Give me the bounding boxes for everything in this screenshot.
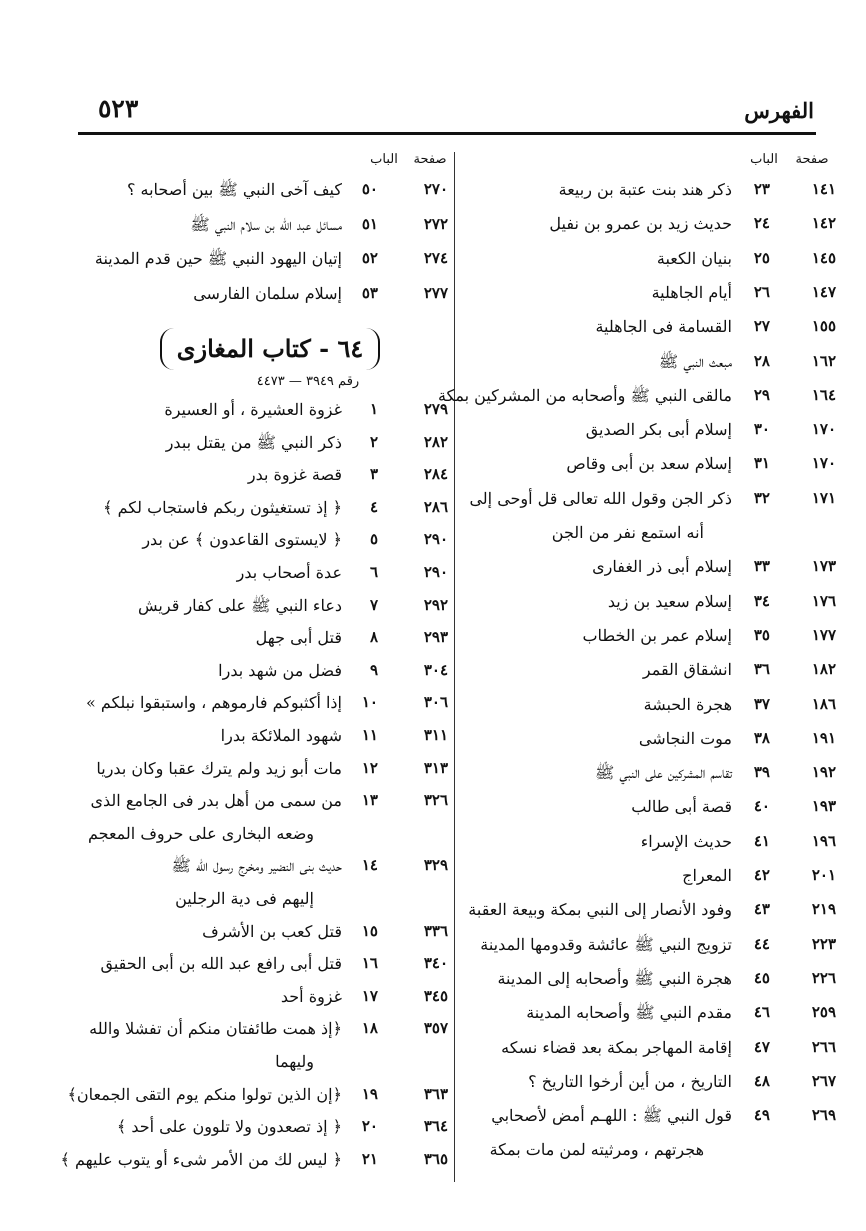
index-entry-title: مسائل عبد الله بن سلام النبي ﷺ — [190, 214, 342, 234]
index-page-number: ١٧٠ — [811, 420, 836, 439]
index-entry-title: من سمى من أهل بدر فى الجامع الذى — [90, 791, 342, 811]
index-page-number: ٢٥٩ — [811, 1003, 836, 1022]
index-entry-title: التاريخ ، من أين أرخوا التاريخ ؟ — [528, 1071, 732, 1091]
index-page-number: ٢٩٠ — [423, 530, 448, 549]
index-row-continuation — [0, 1052, 866, 1086]
index-entry-title: حديث بنى النضير ومخرج رسول الله ﷺ — [171, 856, 342, 876]
index-entry-title: غزوة العشيرة ، أو العسيرة — [164, 400, 342, 419]
index-page-number: ٢٨٤ — [423, 465, 448, 484]
index-page-number: ٣٠٦ — [423, 693, 448, 712]
index-page-number: ١٧٣ — [811, 557, 836, 576]
index-row — [0, 856, 866, 890]
index-page-number: ١٨٢ — [811, 660, 836, 679]
index-page-number: ١٤٢ — [811, 214, 836, 233]
index-page-number: ١٨٦ — [811, 694, 836, 713]
index-entry-title: إسلام عمر بن الخطاب — [582, 625, 732, 645]
index-chapter-number: ٢٠ — [361, 1117, 378, 1136]
index-entry-title: دعاء النبي ﷺ على كفار قريش — [138, 595, 342, 615]
index-page-number: ١٩٢ — [811, 763, 836, 782]
index-entry-title: أنه استمع نفر من الجن — [551, 523, 704, 542]
index-entry-title: مات أبو زيد ولم يترك عقبا وكان بدريا — [96, 758, 342, 778]
index-chapter-number: ١٠ — [361, 693, 378, 712]
index-chapter-number: ٢٤ — [753, 214, 770, 233]
index-chapter-number: ١٩ — [361, 1084, 378, 1103]
index-page-number: ٣١١ — [423, 726, 448, 744]
index-page-number: ١٦٤ — [811, 385, 836, 404]
index-entry-title: وضعه البخارى على حروف المعجم — [87, 823, 314, 843]
index-entry-title: ﴿إذ همت طائفتان منكم أن تفشلا والله — [89, 1019, 342, 1039]
index-chapter-number: ٢٦ — [753, 282, 770, 301]
index-chapter-number: ١٦ — [361, 954, 378, 973]
book-range: رقم ٣٩٤٩ — ٤٤٧٣ — [256, 374, 360, 389]
index-row — [0, 465, 866, 499]
index-chapter-number: ٣٠ — [753, 420, 770, 439]
index-chapter-number: ٤٩ — [753, 1106, 770, 1125]
index-row — [0, 922, 866, 956]
index-entry-title: موت النجاشى — [638, 728, 732, 748]
index-chapter-number: ٢٥ — [753, 248, 770, 267]
index-page-number: ٢٦٧ — [811, 1071, 836, 1090]
index-chapter-number: ١٨ — [361, 1019, 378, 1038]
index-entry-title: هجرة الحبشة — [643, 694, 732, 714]
index-page-number: ١٧٦ — [811, 591, 836, 610]
index-chapter-number: ٤٧ — [753, 1037, 770, 1056]
index-page-number: ١٧٧ — [811, 625, 836, 644]
index-entry-title: المعراج — [682, 866, 732, 885]
index-page-number: ٢٧٠ — [423, 180, 448, 198]
right-col-page-header: صفحة — [795, 152, 829, 167]
index-entry-title: أيام الجاهلية — [651, 282, 732, 302]
index-chapter-number: ٨ — [369, 628, 378, 647]
index-chapter-number: ٣ — [369, 465, 378, 484]
index-page-number: ٢٧٤ — [423, 249, 448, 267]
index-page-number: ٣٣٦ — [423, 921, 448, 940]
index-page-number: ٢٨٢ — [423, 432, 448, 451]
index-row — [0, 498, 866, 532]
index-chapter-number: ١٥ — [361, 921, 378, 940]
index-entry-title: تقاسم المشركين على النبي ﷺ — [594, 763, 732, 783]
index-row — [0, 352, 866, 386]
index-page-number: ٢٦٦ — [811, 1037, 836, 1056]
index-chapter-number: ٩ — [369, 660, 378, 679]
index-chapter-number: ٧ — [369, 595, 378, 614]
index-row — [0, 1117, 866, 1151]
index-entry-title: إسلام أبى ذر الغفارى — [592, 557, 732, 577]
index-row — [0, 1150, 866, 1184]
index-chapter-number: ١١ — [361, 726, 378, 744]
index-chapter-number: ٥٢ — [361, 249, 378, 267]
index-entry-title: ﴿ إذ تصعدون ولا تلوون على أحد ﴾ — [116, 1117, 342, 1137]
left-col-page-header: صفحة — [413, 152, 447, 167]
page-number: ٥٢٣ — [98, 94, 139, 123]
index-row — [0, 215, 866, 249]
index-chapter-number: ٢٩ — [753, 385, 770, 404]
index-entry-title: ﴿إن الذين تولوا منكم يوم التقى الجمعان﴾ — [67, 1084, 342, 1104]
header-rule — [78, 132, 816, 135]
index-row — [0, 1019, 866, 1053]
index-page-number: ٣٠٤ — [423, 660, 448, 679]
index-entry-title: مبعث النبي ﷺ — [658, 351, 732, 371]
index-chapter-number: ٣٧ — [753, 694, 770, 713]
index-chapter-number: ٤٢ — [753, 866, 770, 884]
index-entry-title: هجرة النبي ﷺ وأصحابه إلى المدينة — [497, 968, 732, 988]
index-row — [0, 530, 866, 564]
index-chapter-number: ٣٦ — [753, 660, 770, 679]
index-page-number: ١٤١ — [811, 180, 836, 198]
index-entry-title: هجرتهم ، ومرثيته لمن مات بمكة — [489, 1140, 704, 1160]
index-row — [0, 726, 866, 760]
index-page-number: ٣٦٥ — [423, 1149, 448, 1168]
index-entry-title: عدة أصحاب بدر — [236, 563, 342, 582]
index-row — [0, 249, 866, 283]
index-chapter-number: ٤٤ — [753, 934, 770, 953]
index-chapter-number: ٤٠ — [753, 797, 770, 816]
index-row — [0, 661, 866, 695]
index-row — [0, 791, 866, 825]
index-chapter-number: ٤٦ — [753, 1003, 770, 1022]
index-page-number: ٢١٩ — [811, 900, 836, 919]
index-row — [0, 759, 866, 793]
index-page-number: ٣٥٧ — [423, 1019, 448, 1038]
index-entry-title: شهود الملائكة بدرا — [220, 726, 342, 745]
index-entry-title: إتيان اليهود النبي ﷺ حين قدم المدينة — [94, 249, 342, 268]
index-entry-title: إسلام سلمان الفارسى — [193, 283, 342, 303]
index-page-number: ٢٧٧ — [423, 283, 448, 302]
index-page-number: ٢٧٩ — [423, 400, 448, 418]
index-chapter-number: ٤٥ — [753, 968, 770, 987]
index-entry-title: إذا أكثبوكم فارموهم ، واستبقوا نبلكم » — [85, 693, 342, 713]
index-entry-title: قتل أبى رافع عبد الله بن أبى الحقيق — [100, 954, 342, 974]
index-entry-title: قتل كعب بن الأشرف — [202, 921, 342, 941]
index-entry-title: إسلام سعد بن أبى وقاص — [566, 454, 732, 474]
index-chapter-number: ٦ — [369, 563, 378, 581]
index-page-number: ١٩٦ — [811, 831, 836, 850]
index-chapter-number: ٥٣ — [361, 283, 378, 302]
index-entry-title: غزوة أحد — [280, 986, 342, 1006]
index-page-number: ٣٦٣ — [423, 1084, 448, 1103]
index-entry-title: قصة غزوة بدر — [247, 465, 342, 485]
index-entry-title: إليهم فى دية الرجلين — [175, 889, 314, 908]
index-page-number: ١٦٢ — [811, 351, 836, 370]
index-page-number: ٢٨٦ — [423, 497, 448, 516]
index-chapter-number: ٥ — [369, 530, 378, 549]
index-page-number: ٣٤٠ — [423, 954, 448, 973]
index-entry-title: ﴿ ليس لك من الأمر شىء أو يتوب عليهم ﴾ — [60, 1149, 342, 1169]
index-chapter-number: ٣٩ — [753, 763, 770, 782]
index-page-number: ٣٦٤ — [423, 1117, 448, 1136]
index-page-number: ٢٩٣ — [423, 628, 448, 647]
index-page-number: ١٩٣ — [811, 797, 836, 816]
index-page-number: ٢٠١ — [811, 866, 836, 884]
index-entry-title: القسامة فى الجاهلية — [595, 317, 732, 337]
index-chapter-number: ١ — [369, 400, 378, 418]
index-page-number: ١٩١ — [811, 728, 836, 747]
index-chapter-number: ٢٧ — [753, 317, 770, 336]
index-chapter-number: ٢١ — [361, 1149, 378, 1168]
index-entry-title: إسلام سعيد بن زيد — [607, 591, 732, 611]
index-entry-title: قصة أبى طالب — [631, 797, 732, 817]
index-row — [0, 284, 866, 318]
index-entry-title: وفود الأنصار إلى النبي بمكة وبيعة العقبة — [468, 900, 732, 920]
index-page-number: ١٧٠ — [811, 454, 836, 473]
index-chapter-number: ٣١ — [753, 454, 770, 473]
index-entry-title: مقدم النبي ﷺ وأصحابه المدينة — [526, 1003, 732, 1023]
index-row — [0, 693, 866, 727]
index-row — [0, 625, 866, 662]
index-chapter-number: ٢ — [369, 432, 378, 451]
index-page-number: ٢٩٠ — [423, 563, 448, 581]
index-page-number: ١٤٧ — [811, 282, 836, 301]
index-chapter-number: ٥٠ — [361, 180, 378, 198]
index-page-number: ٣٢٦ — [423, 791, 448, 810]
index-entry-title: حديث زيد بن عمرو بن نفيل — [549, 214, 732, 234]
index-page-number: ٢٩٢ — [423, 595, 448, 614]
index-page-number: ٣٢٩ — [423, 856, 448, 875]
index-page-number: ١٥٥ — [811, 317, 836, 336]
index-row — [0, 596, 866, 630]
index-row-continuation — [0, 824, 866, 858]
index-page-number: ٢٢٦ — [811, 968, 836, 987]
index-chapter-number: ١٣ — [361, 791, 378, 810]
index-row — [0, 180, 866, 214]
right-col-chapter-header: الباب — [750, 152, 778, 167]
index-entry-title: ذكر هند بنت عتبة بن ربيعة — [558, 180, 732, 199]
index-chapter-number: ٣٥ — [753, 625, 770, 644]
index-entry-title: قتل أبى جهل — [255, 628, 342, 648]
index-chapter-number: ١٧ — [361, 986, 378, 1005]
index-row — [0, 563, 866, 597]
index-page-number: ٣١٣ — [423, 758, 448, 777]
index-chapter-number: ٢٣ — [753, 180, 770, 198]
index-chapter-number: ٣٣ — [753, 557, 770, 576]
index-chapter-number: ١٢ — [361, 758, 378, 777]
index-entry-title: ﴿ إذ تستغيثون ربكم فاستجاب لكم ﴾ — [103, 497, 342, 517]
index-row-continuation — [0, 889, 866, 923]
book-title: ٦٤ - كتاب المغازى — [160, 328, 380, 370]
index-row — [0, 1085, 866, 1119]
index-entry-title: حديث الإسراء — [640, 831, 732, 851]
index-row — [0, 954, 866, 988]
index-chapter-number: ٤١ — [753, 831, 770, 850]
index-page-number: ١٧١ — [811, 488, 836, 507]
index-entry-title: وليهما — [275, 1052, 314, 1071]
index-entry-title: انشقاق القمر — [642, 660, 732, 680]
index-chapter-number: ٤٨ — [753, 1071, 770, 1090]
index-chapter-number: ٤٣ — [753, 900, 770, 919]
index-entry-title: فضل من شهد بدرا — [218, 660, 342, 680]
index-entry-title: كيف آخى النبي ﷺ بين أصحابه ؟ — [126, 180, 342, 199]
index-row — [0, 433, 866, 467]
index-chapter-number: ٣٤ — [753, 591, 770, 610]
index-entry-title: إقامة المهاجر بمكة بعد قضاء نسكه — [501, 1037, 732, 1057]
index-chapter-number: ١٤ — [361, 856, 378, 875]
index-entry-title: مالقى النبي ﷺ وأصحابه من المشركين بمكة — [437, 385, 732, 405]
index-chapter-number: ٤ — [369, 497, 378, 516]
index-entry-title: ذكر النبي ﷺ من يقتل ببدر — [165, 432, 342, 452]
index-page-number: ٢٦٩ — [811, 1106, 836, 1125]
index-chapter-number: ٢٨ — [753, 351, 770, 370]
index-entry-title: إسلام أبى بكر الصديق — [585, 420, 732, 440]
section-title: الفهرس — [744, 98, 814, 123]
index-entry-title: تزويج النبي ﷺ عائشة وقدومها المدينة — [480, 934, 732, 954]
index-chapter-number: ٥١ — [361, 214, 378, 233]
index-chapter-number: ٣٢ — [753, 488, 770, 507]
index-entry-title: ﴿ لايستوى القاعدون ﴾ عن بدر — [142, 530, 342, 550]
index-entry-title: ذكر الجن وقول الله تعالى قل أوحى إلى — [469, 488, 732, 508]
index-page-number: ٢٢٣ — [811, 934, 836, 953]
index-entry-title: بنيان الكعبة — [656, 248, 732, 268]
index-entry-title: قول النبي ﷺ : اللهـم أمض لأصحابي — [491, 1106, 732, 1126]
index-page-number: ٣٤٥ — [423, 986, 448, 1005]
index-row — [0, 987, 866, 1021]
index-chapter-number: ٣٨ — [753, 728, 770, 747]
index-row — [0, 317, 866, 351]
left-col-chapter-header: الباب — [370, 152, 398, 167]
index-page-number: ١٤٥ — [811, 248, 836, 267]
index-page-number: ٢٧٢ — [423, 214, 448, 233]
index-row — [0, 400, 866, 434]
